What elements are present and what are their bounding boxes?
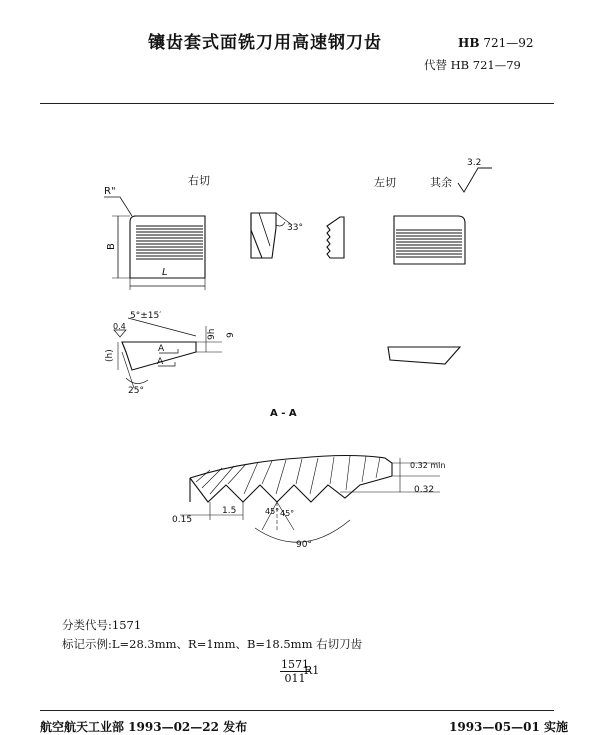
section-mark-a-top: A — [158, 344, 165, 354]
dim-9h-label: 9h — [207, 328, 217, 340]
code-numerator: 1571 — [281, 658, 309, 671]
code-suffix: R1 — [304, 664, 320, 677]
classification-code: 分类代号:1571 — [62, 618, 142, 632]
left-cut-top-view — [388, 347, 460, 364]
dim-032min-label: 0.32 min — [410, 461, 446, 470]
section-aa-profile — [180, 456, 440, 543]
angle-90-label: 90° — [296, 540, 312, 550]
left-cut-front-view — [394, 216, 465, 264]
dim-0-4-label: 0.4 — [113, 322, 126, 331]
serrated-profile-view — [327, 217, 344, 258]
dim-015-label: 0.15 — [172, 515, 193, 525]
right-cut-front-view — [104, 197, 205, 290]
left-cut-label: 左切 — [374, 176, 396, 189]
right-cut-label: 右切 — [188, 174, 210, 187]
right-cut-side-view — [251, 213, 292, 258]
rest-label: 其余 — [430, 176, 452, 189]
replaces-standard: 代替 HB 721—79 — [424, 58, 521, 72]
dim-032-label: 0.32 — [414, 485, 435, 495]
angle-45-left-label: 45° — [265, 507, 280, 516]
section-mark-a-bottom: A — [157, 357, 164, 367]
angle-45-right-label: 45° — [280, 509, 295, 518]
standard-prefix: HB — [458, 36, 480, 50]
right-cut-top-view — [114, 318, 222, 388]
section-aa-title: A - A — [270, 408, 297, 419]
roughness-symbol — [458, 168, 492, 192]
dim-l-label: L — [162, 267, 168, 278]
dim-5-15-label: 5°±15′ — [130, 311, 162, 321]
dim-b-label: B — [106, 243, 117, 250]
roughness-value: 3.2 — [467, 158, 482, 168]
angle-33-label: 33° — [287, 223, 303, 233]
marking-example: 标记示例:L=28.3mm、R=1mm、B=18.5mm 右切刀齿 — [62, 637, 363, 651]
effective-date: 1993—05—01 实施 — [449, 720, 568, 734]
code-denominator: 011 — [284, 672, 306, 685]
document-title: 镶齿套式面铣刀用高速钢刀齿 — [148, 33, 382, 53]
angle-25-label: 25° — [128, 386, 144, 396]
footer-rule — [40, 710, 554, 711]
dim-h-label: (h) — [105, 349, 115, 362]
dim-9-label: 9 — [226, 332, 236, 338]
dim-15-label: 1.5 — [222, 506, 237, 516]
issued-date: 航空航天工业部 1993—02—22 发布 — [40, 720, 248, 734]
dim-r-label: R" — [104, 186, 116, 197]
standard-code: 721—92 — [483, 36, 534, 50]
